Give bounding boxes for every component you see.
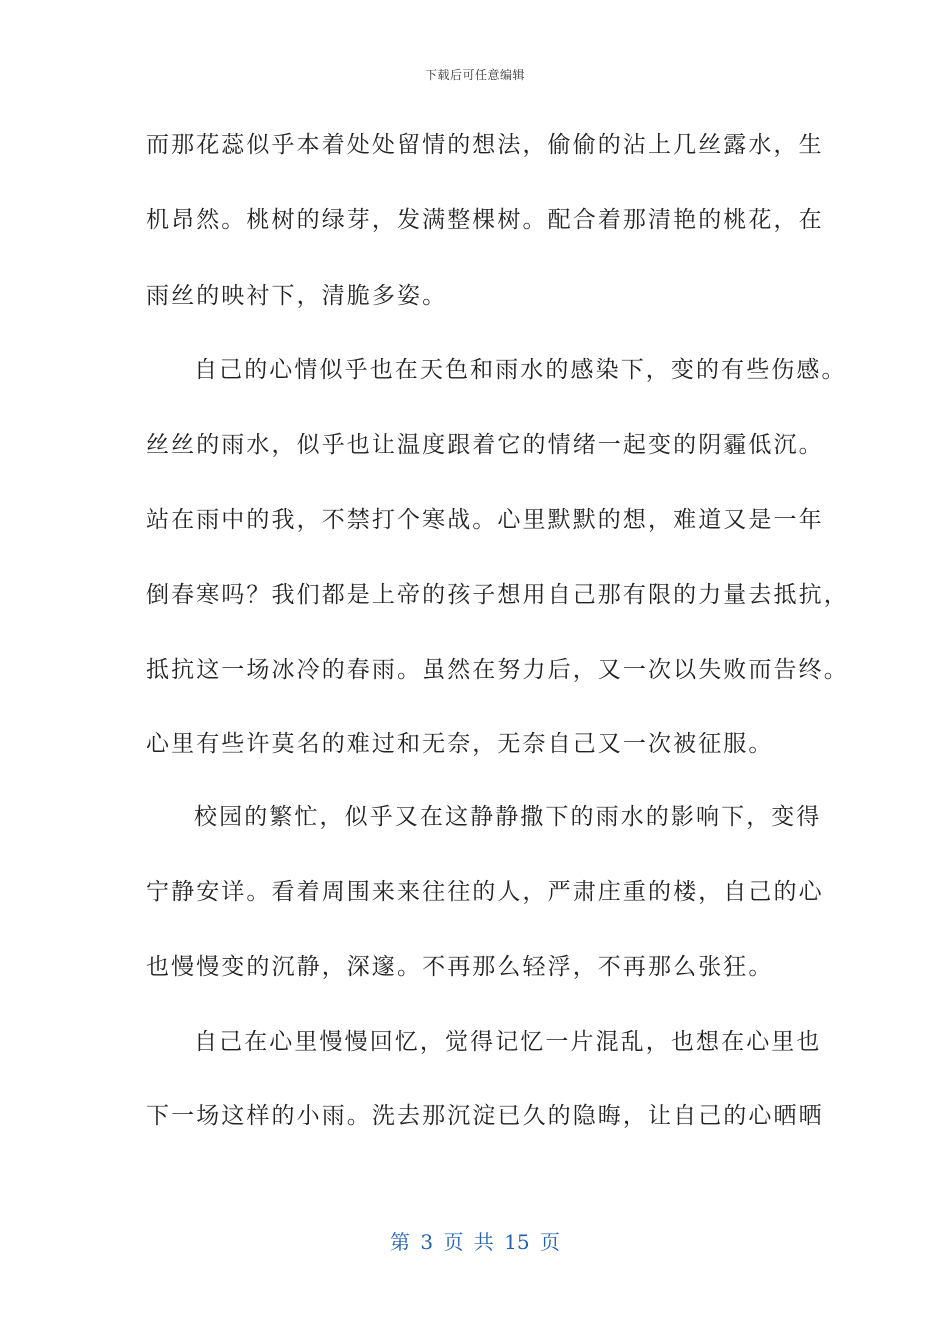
paragraph-first-line: 自己在心里慢慢回忆，觉得记忆一片混乱，也想在心里也 bbox=[194, 1029, 822, 1055]
text-line: 机昂然。桃树的绿芽，发满整棵树。配合着那清艳的桃花，在 bbox=[146, 207, 824, 233]
text-line: 抵抗这一场冰冷的春雨。虽然在努力后，又一次以失败而告终。 bbox=[146, 657, 849, 683]
text-line: 雨丝的映衬下，清脆多姿。 bbox=[146, 283, 448, 309]
text-line: 倒春寒吗？我们都是上帝的孩子想用自己那有限的力量去抵抗， bbox=[146, 582, 849, 608]
paragraph-first-line: 校园的繁忙，似乎又在这静静撒下的雨水的影响下，变得 bbox=[194, 804, 822, 830]
text-line: 心里有些许莫名的难过和无奈，无奈自己又一次被征服。 bbox=[146, 731, 774, 757]
text-line: 站在雨中的我，不禁打个寒战。心里默默的想，难道又是一年 bbox=[146, 507, 824, 533]
text-line: 下一场这样的小雨。洗去那沉淀已久的隐晦，让自己的心晒晒 bbox=[146, 1103, 824, 1129]
text-line: 宁静安详。看着周围来来往往的人，严肃庄重的楼，自己的心 bbox=[146, 879, 824, 905]
paragraph-first-line: 自己的心情似乎也在天色和雨水的感染下，变的有些伤感。 bbox=[194, 357, 847, 383]
text-line: 而那花蕊似乎本着处处留情的想法，偷偷的沾上几丝露水，生 bbox=[146, 132, 824, 158]
text-line: 也慢慢变的沉静，深邃。不再那么轻浮，不再那么张狂。 bbox=[146, 954, 774, 980]
page-number-footer: 第 3 页 共 15 页 bbox=[390, 1230, 560, 1254]
page-header: 下载后可任意编辑 bbox=[424, 68, 525, 82]
text-line: 丝丝的雨水，似乎也让温度跟着它的情绪一起变的阴霾低沉。 bbox=[146, 432, 824, 458]
